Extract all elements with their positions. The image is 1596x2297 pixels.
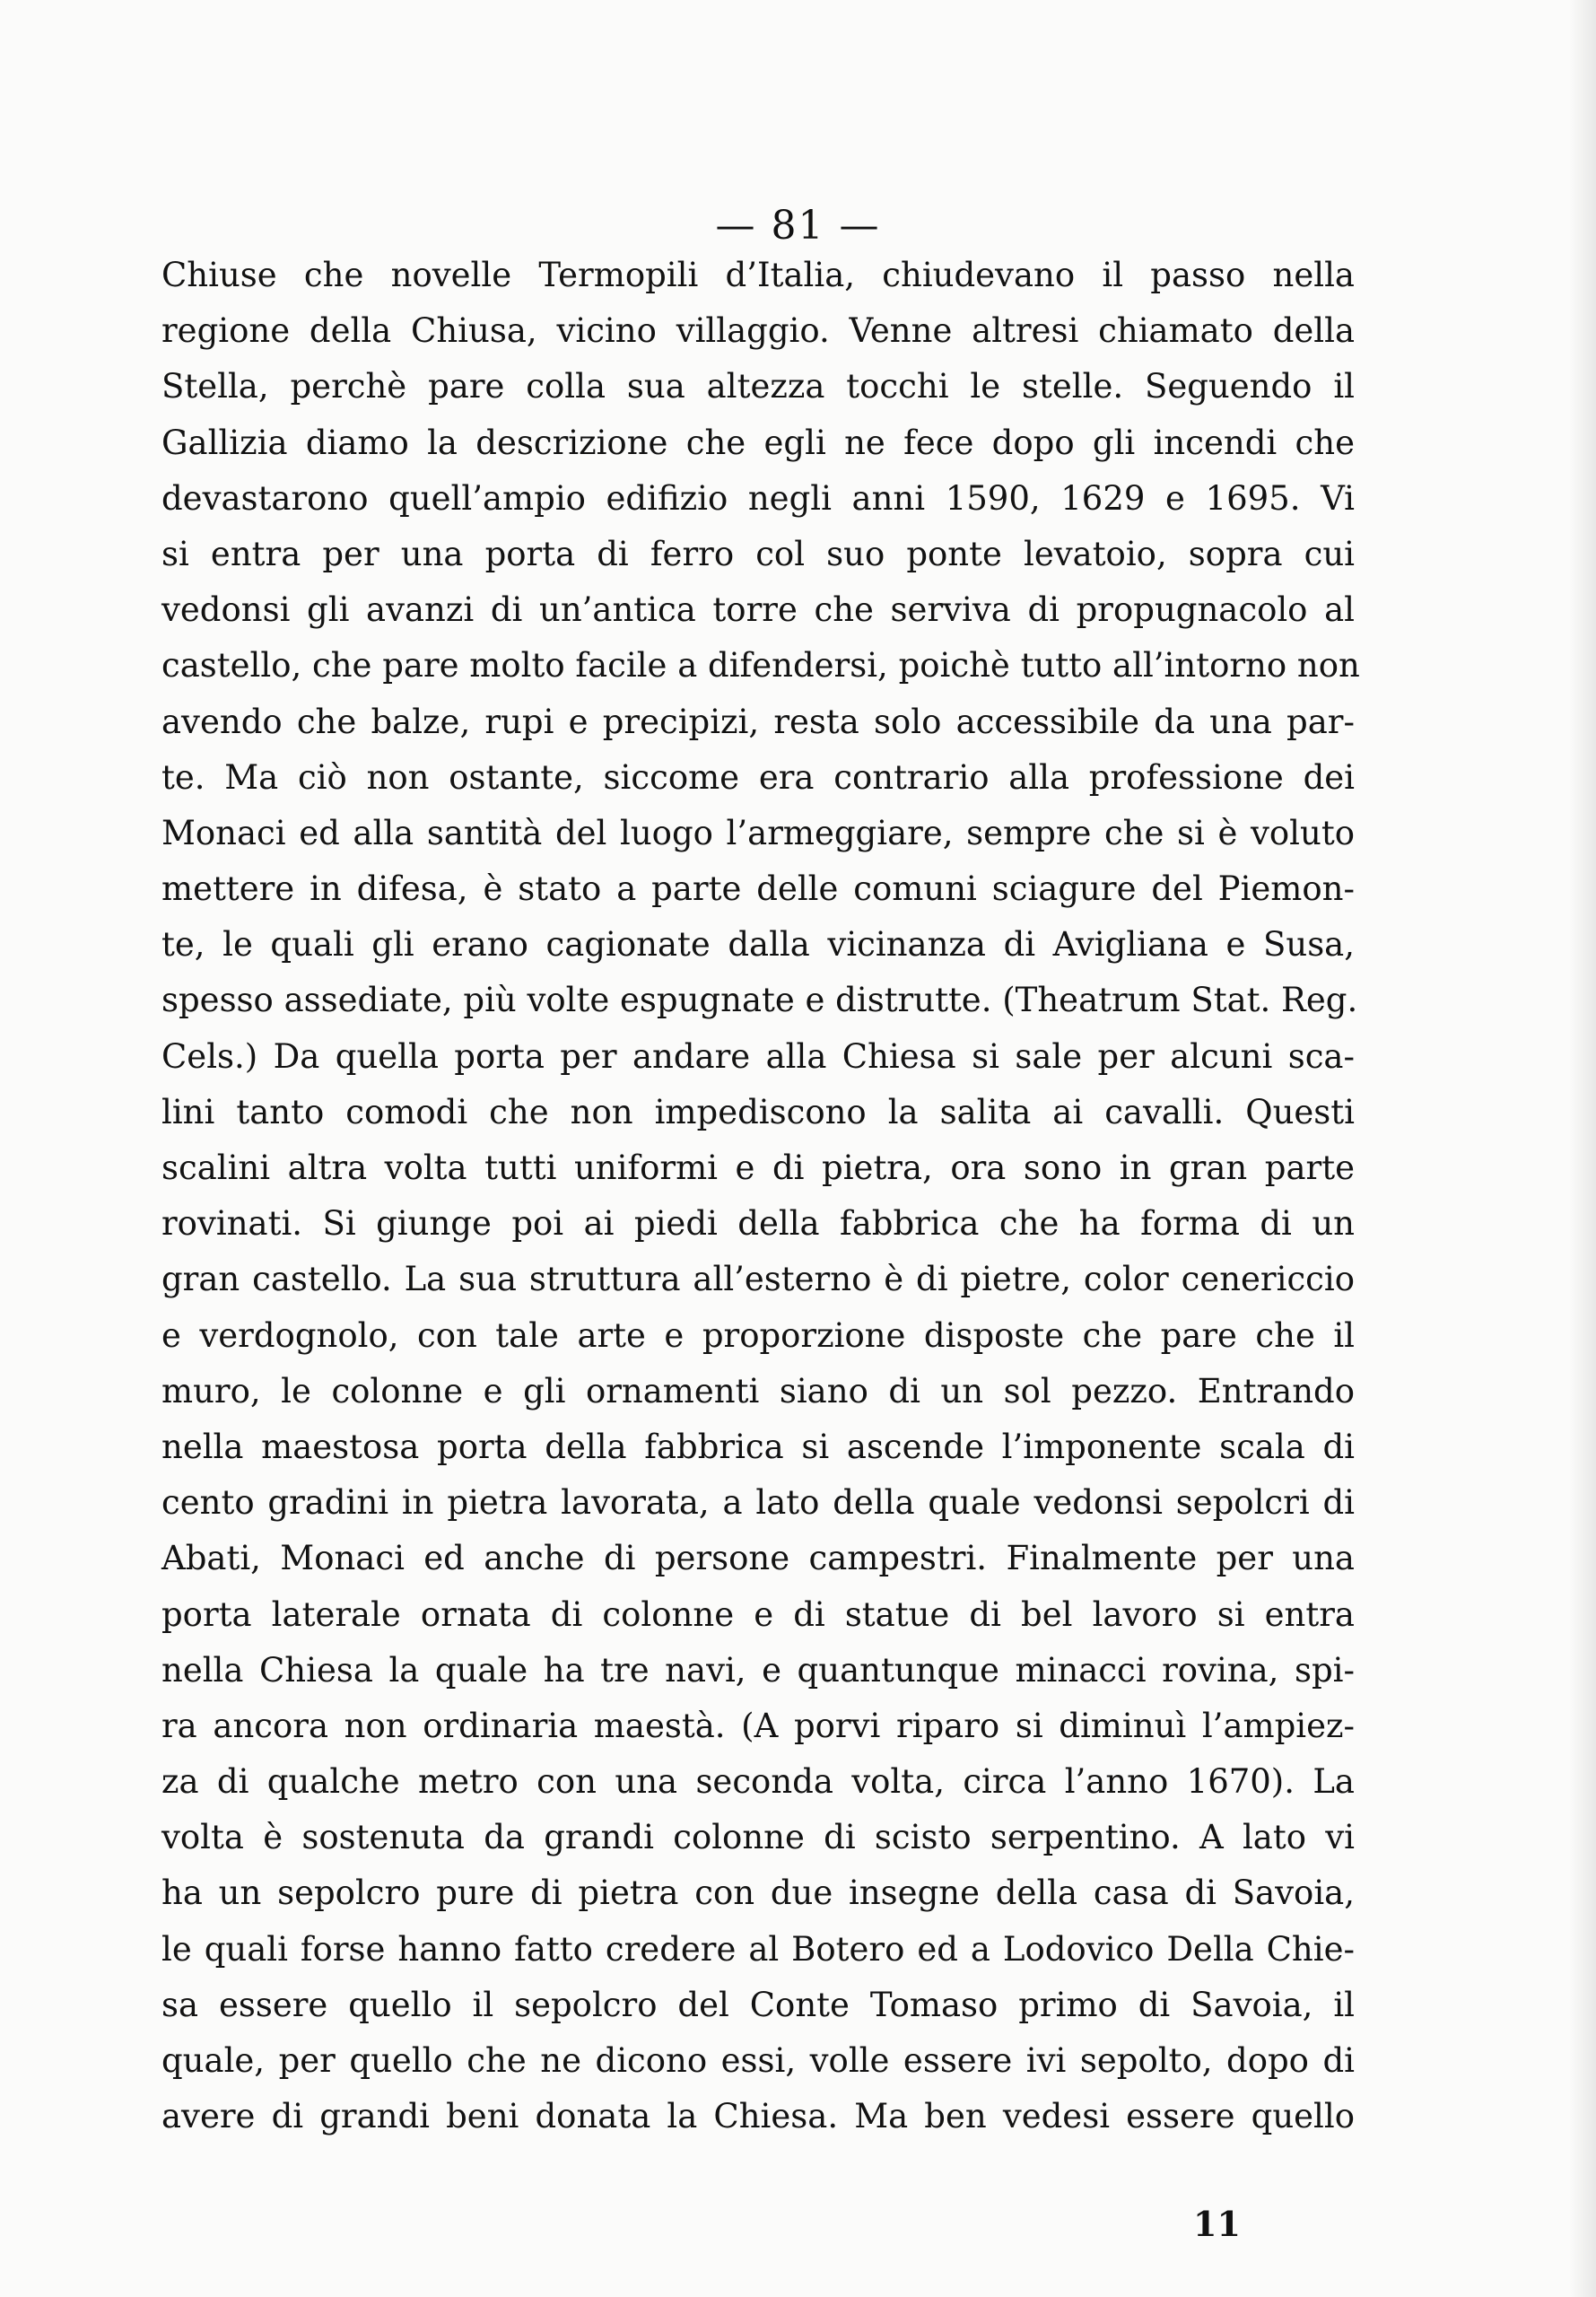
text-line: spesso assediate, più volte espugnate e distrutte. (Theatrum Stat. Reg. [161,981,1358,1020]
text-line: nella Chiesa la quale ha tre navi, e quantunque minacci rovina, spi- [161,1650,1355,1690]
text-line: za di qualche metro con una seconda volta, circa l’anno 1670). La [161,1762,1355,1802]
page-edge-shadow [1569,0,1596,2297]
text-line: Stella, perchè pare colla sua altezza tocchi le stelle. Seguendo il [161,367,1355,406]
signature-mark: 11 [1193,2204,1241,2244]
text-line: cento gradini in pietra lavorata, a lato della quale vedonsi sepolcri di [161,1483,1355,1523]
body-text [161,248,1360,2144]
text-line: te, le quali gli erano cagionate dalla vicinanza di Avigliana e Susa, [161,925,1355,965]
text-line: nella maestosa porta della fabbrica si ascende l’imponente scala di [161,1427,1355,1466]
text-line: gran castello. La sua struttura all’esterno è di pietre, color cenericcio [161,1260,1355,1299]
text-line: avere di grandi beni donata la Chiesa. Ma ben vedesi essere quello [161,2097,1355,2136]
text-line: porta laterale ornata di colonne e di statue di bel lavoro si entra [161,1594,1355,1634]
text-line: vedonsi gli avanzi di un’antica torre che serviva di propugnacolo al [161,590,1355,630]
text-line: volta è sostenuta da grandi colonne di scisto serpentino. A lato vi [161,1818,1355,1857]
text-line: avendo che balze, rupi e precipizi, resta solo accessibile da una par- [161,702,1355,741]
text-line: scalini altra volta tutti uniformi e di pietra, ora sono in gran parte [161,1148,1355,1187]
text-line: si entra per una porta di ferro col suo ponte levatoio, sopra cui [161,534,1355,573]
text-line: ra ancora non ordinaria maestà. (A porvi riparo si diminuì l’ampiez- [161,1706,1355,1745]
text-line: sa essere quello il sepolcro del Conte Tomaso primo di Savoia, il [161,1985,1355,2024]
text-line: muro, le colonne e gli ornamenti siano di un sol pezzo. Entrando [161,1371,1355,1411]
text-line: castello, che pare molto facile a difendersi, poichè tutto all’intorno non [161,646,1360,686]
text-line: Monaci ed alla santità del luogo l’armeggiare, sempre che si è voluto [161,813,1355,852]
text-line: te. Ma ciò non ostante, siccome era contrario alla professione dei [161,757,1355,797]
text-line: mettere in difesa, è stato a parte delle comuni sciagure del Piemon- [161,869,1355,909]
page-number: — 81 — [715,203,881,249]
text-line: devastarono quell’ampio edifizio negli anni 1590, 1629 e 1695. Vi [161,478,1355,518]
text-line: Abati, Monaci ed anche di persone campestri. Finalmente per una [161,1539,1355,1578]
text-line: ha un sepolcro pure di pietra con due insegne della casa di Savoia, [161,1873,1355,1913]
text-line: Chiuse che novelle Termopili d’Italia, chiudevano il passo nella [161,256,1355,294]
text-line: regione della Chiusa, vicino villaggio. Venne altresi chiamato della [161,311,1355,351]
text-line: rovinati. Si giunge poi ai piedi della fabbrica che ha forma di un [161,1204,1355,1244]
text-line: quale, per quello che ne dicono essi, volle essere ivi sepolto, dopo di [161,2041,1355,2080]
text-line: Cels.) Da quella porta per andare alla Chiesa si sale per alcuni sca- [161,1036,1355,1076]
text-line: Gallizia diamo la descrizione che egli ne fece dopo gli incendi che [161,423,1355,462]
text-line: lini tanto comodi che non impediscono la salita ai cavalli. Questi [161,1092,1355,1131]
text-line: e verdognolo, con tale arte e proporzione disposte che pare che il [161,1315,1355,1355]
text-line: le quali forse hanno fatto credere al Botero ed a Lodovico Della Chie- [161,1929,1355,1969]
